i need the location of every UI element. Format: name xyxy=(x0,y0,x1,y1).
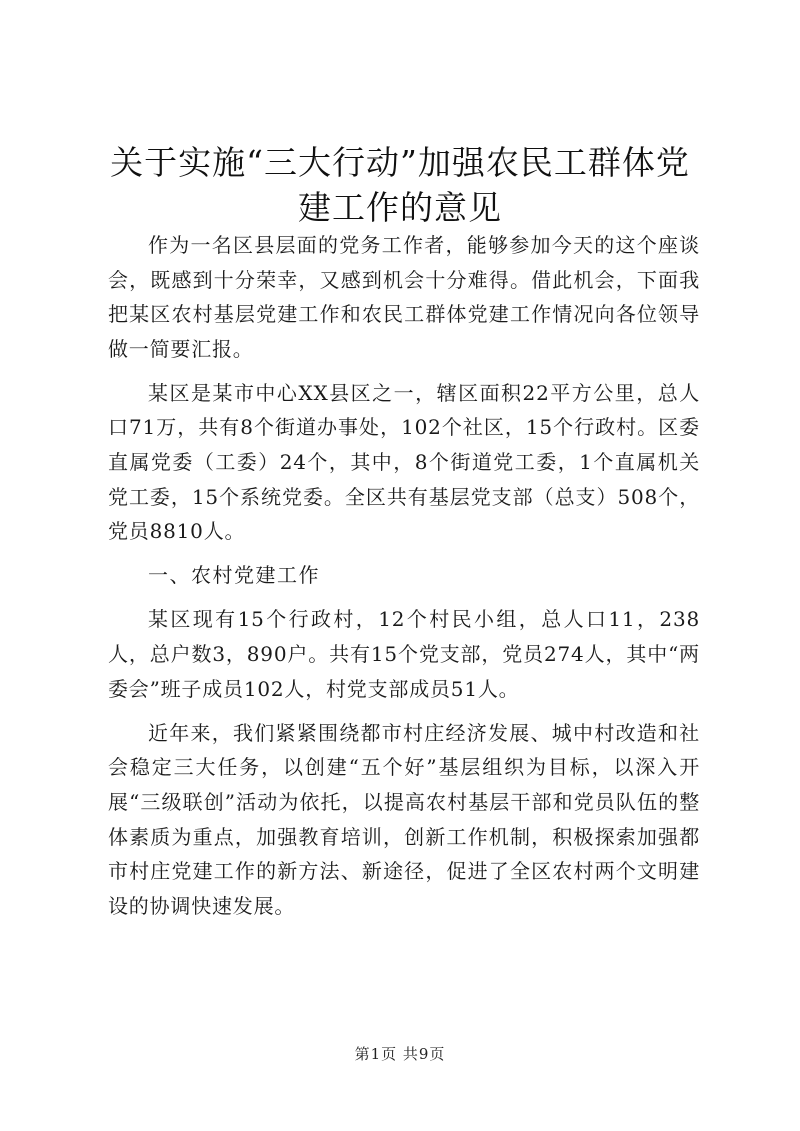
paragraph-rural-statistics: 某区现有15个行政村，12个村民小组，总人口11，238人，总户数3，890户。共有15个党支部，党员274人，其中“两委会”班子成员102人，村党支部成员51人。 xyxy=(108,607,700,701)
paragraph-intro: 作为一名区县层面的党务工作者，能够参加今天的这个座谈会，既感到十分荣幸，又感到机会十分难得。借此机会，下面我把某区农村基层党建工作和农民工群体党建工作情况向各位领导做一简要汇报。 xyxy=(108,233,700,361)
page-indicator: 第1页 共9页 xyxy=(354,1045,446,1063)
paragraph-recent-work: 近年来，我们紧紧围绕都市村庄经济发展、城中村改造和社会稳定三大任务，以创建“五个好”基层组织为目标，以深入开展“三级联创”活动为依托，以提高农村基层干部和党员队伍的整体素质为重点，加强教育培训，创新工作机制，积极探索加强都市村庄党建工作的新方法、新途径，促进了全区农村两个文明建设的协调快速发展。 xyxy=(108,720,700,918)
section-heading-rural-party-building: 一、农村党建工作 xyxy=(148,563,320,588)
paragraph-district-overview: 某区是某市中心XX县区之一，辖区面积22平方公里，总人口71万，共有8个街道办事处，102个社区，15个行政村。区委直属党委（工委）24个，其中，8个街道党工委，1个直属机关党工委，15个系统党委。全区共有基层党支部（总支）508个，党员8810人。 xyxy=(108,380,700,544)
document-body xyxy=(108,228,700,933)
document-title: 关于实施“三大行动”加强农民工群体党建工作的意见 xyxy=(110,143,690,227)
